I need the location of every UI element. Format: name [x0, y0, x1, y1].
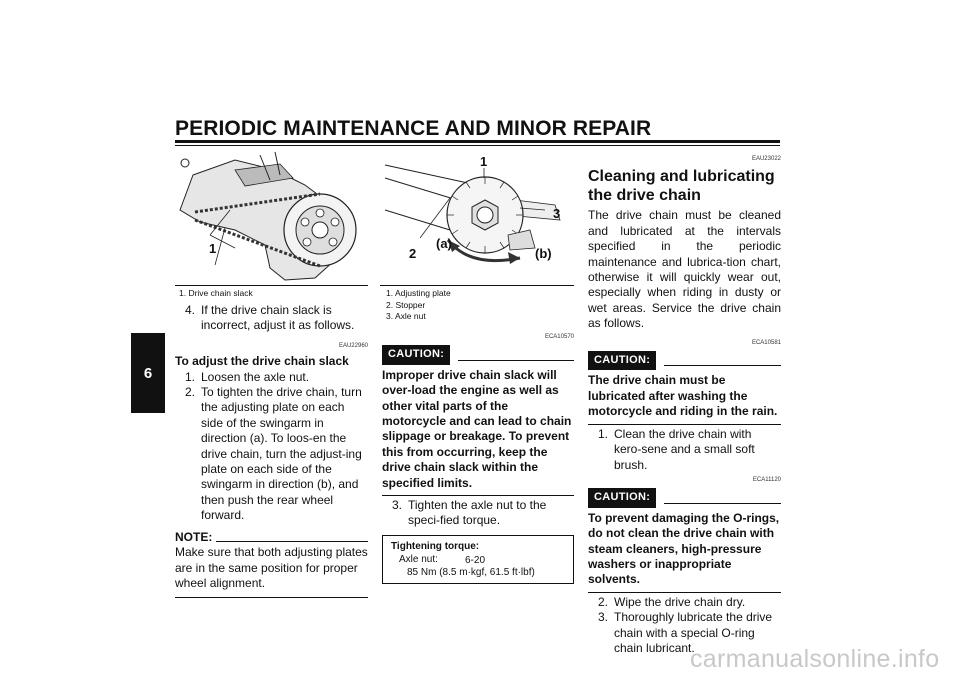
page-number: 6-20 — [465, 555, 486, 566]
note-rule — [175, 597, 368, 598]
subheading: To adjust the drive chain slack — [175, 354, 349, 369]
title-rule-thin — [175, 145, 780, 146]
note-label: NOTE: — [175, 529, 213, 544]
step-4 — [175, 303, 368, 334]
step-2 — [588, 595, 781, 610]
note-header — [175, 530, 368, 545]
figure-callout-2: 2 — [409, 246, 417, 261]
caption-item: 2. Stopper — [386, 299, 426, 310]
step-1 — [175, 370, 368, 385]
caution-label: CAUTION: — [588, 351, 656, 370]
caption-item: 1. Drive chain slack — [179, 288, 253, 298]
caution-header — [588, 351, 781, 370]
section-tab: 6 — [131, 333, 165, 413]
drive-chain-figure — [175, 150, 370, 285]
figure-caption — [386, 288, 451, 323]
step-text: Wipe the drive chain dry. — [614, 594, 746, 609]
caution-header — [588, 488, 781, 507]
caption-item: 1. Adjusting plate — [386, 288, 451, 298]
step-text: Loosen the axle nut. — [201, 369, 310, 384]
direction-a-label: (a) — [436, 236, 452, 251]
torque-value: 85 Nm (8.5 m·kgf, 61.5 ft·lbf) — [407, 566, 535, 578]
caution-text: The drive chain must be lubricated after washing the motorcycle and riding in the rain. — [588, 373, 778, 419]
ref-code: ECA10570 — [544, 334, 574, 340]
figure-caption — [179, 288, 253, 300]
ref-code: EAU23022 — [751, 156, 781, 162]
step-number: 3. — [598, 610, 609, 625]
caution-rule — [588, 424, 781, 425]
step-number: 4. — [185, 303, 196, 317]
column-1 — [175, 303, 368, 598]
caution-rule — [588, 592, 781, 593]
caution-text: Improper drive chain slack will over-load the engine as well as other vital parts of the motorcycle and can lead to chain slippage or breakage. To prevent this from occurring, keep the drive chain slack within the specified limits. — [382, 367, 572, 490]
caption-item: 3. Axle nut — [386, 311, 426, 321]
direction-b-label: (b) — [535, 246, 552, 261]
figure-callout-1: 1 — [209, 241, 217, 256]
watermark: carmanualsonline.info — [690, 645, 940, 673]
caution-text: To prevent damaging the O-rings, do not clean the drive chain with steam cleaners, high-pressure washers or inappropriate solvents. — [588, 510, 780, 587]
ref-code: ECA11120 — [752, 476, 781, 483]
step-3 — [382, 498, 574, 529]
section-heading: Cleaning and lubricating the drive chain — [588, 168, 775, 205]
step-text: Clean the drive chain with kero-sene and a small soft brush. — [614, 426, 755, 472]
caption-rule — [175, 285, 368, 286]
caption-rule — [380, 285, 574, 286]
step-number: 1. — [598, 426, 609, 441]
title-rule — [175, 140, 780, 143]
page-title: PERIODIC MAINTENANCE AND MINOR REPAIR — [175, 117, 652, 140]
column-2 — [382, 330, 574, 584]
caution-rule — [382, 495, 574, 496]
step-number: 1. — [185, 369, 196, 384]
adjusting-plate-figure — [380, 150, 575, 285]
step-number: 3. — [392, 498, 403, 513]
ref-code: EAU22960 — [338, 342, 368, 349]
step-number: 2. — [598, 594, 609, 609]
step-2 — [175, 385, 368, 524]
figure-callout-3: 3 — [553, 206, 561, 221]
ref-code: ECA10581 — [751, 339, 781, 346]
torque-title: Tightening torque: — [391, 540, 480, 552]
step-1 — [588, 427, 781, 473]
caution-label: CAUTION: — [382, 345, 450, 364]
step-text: If the drive chain slack is incorrect, adjust it as follows. — [201, 303, 355, 333]
torque-item: Axle nut: — [399, 553, 438, 565]
column-3 — [588, 152, 781, 656]
step-text: To tighten the drive chain, turn the adjusting plate on each side of the swingarm in direction (a). To loos-en the drive chain, turn the adjust-ing plate on each side of the swingarm in direction (b), and then push the rear wheel forward. — [201, 385, 362, 523]
note-text: Make sure that both adjusting plates are in the same position for proper wheel alignment. — [175, 545, 368, 590]
figure-callout-1: 1 — [480, 154, 488, 169]
step-text: Thoroughly lubricate the drive chain with a special O-ring chain lubricant. — [614, 610, 773, 655]
step-number: 2. — [185, 385, 196, 400]
step-text: Tighten the axle nut to the speci-fied torque. — [408, 498, 547, 528]
intro-paragraph: The drive chain must be cleaned and lubricated at the intervals specified in the periodic maintenance and lubrica-tion chart, otherwise it will quickly wear out, especially when riding in dusty or wet areas. Service the drive chain as follows. — [588, 208, 781, 331]
caution-label: CAUTION: — [588, 488, 656, 507]
caution-header — [382, 345, 574, 364]
